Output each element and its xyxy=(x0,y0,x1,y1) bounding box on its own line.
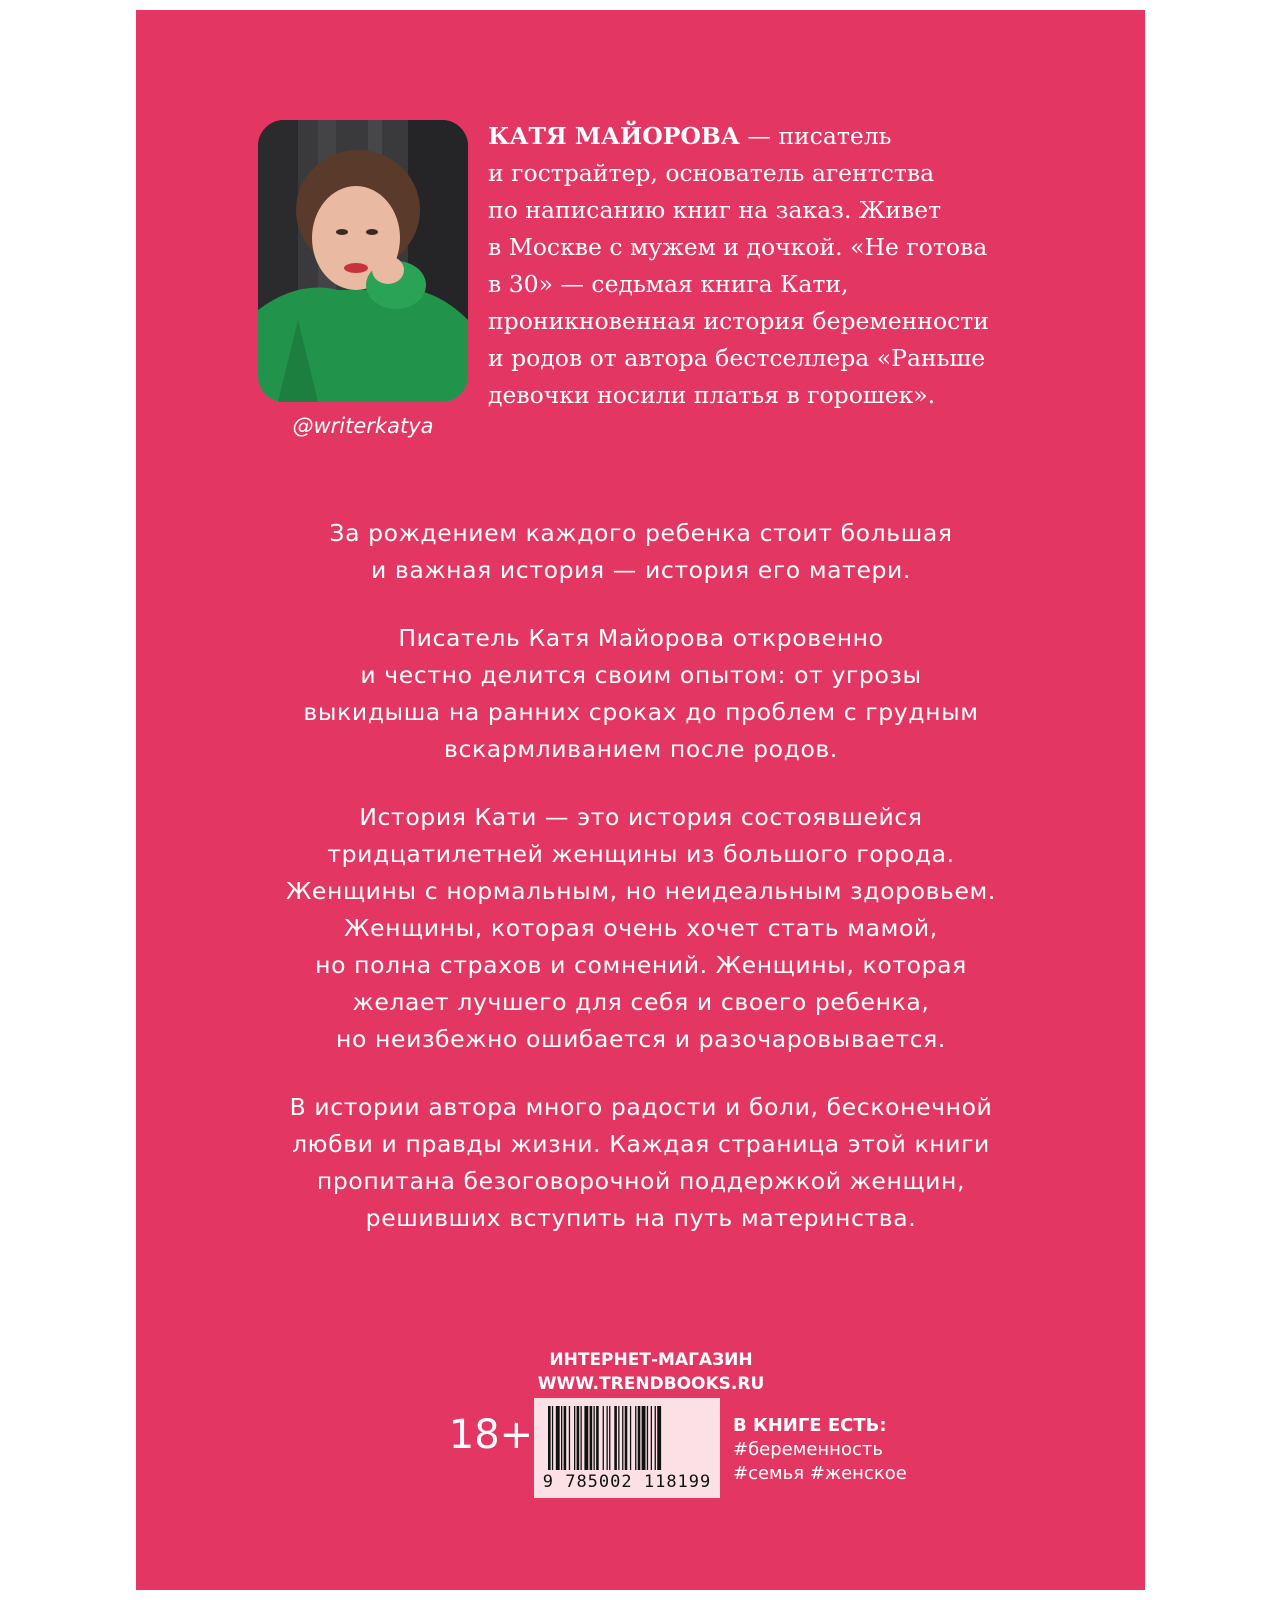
description-line: и важная история — история его матери. xyxy=(370,556,911,584)
barcode-bar xyxy=(561,1406,562,1470)
barcode-bar xyxy=(596,1406,599,1470)
description-line: Женщины с нормальным, но неидеальным здоровьем. xyxy=(286,877,996,905)
bio-line: в Москве с мужем и дочкой. «Не готова xyxy=(488,233,988,261)
barcode-bar xyxy=(556,1406,560,1470)
barcode-bar xyxy=(647,1406,648,1470)
barcode-bar xyxy=(635,1406,636,1470)
description-line: История Кати — это история состоявшейся xyxy=(359,803,923,831)
description-line: решивших вступить на путь материнства. xyxy=(365,1204,917,1232)
shop-label: ИНТЕРНЕТ-МАГАЗИН xyxy=(549,1350,753,1370)
barcode-bar xyxy=(614,1406,617,1470)
barcode-bar xyxy=(638,1406,641,1470)
barcode-bar xyxy=(625,1406,628,1470)
barcode-bar xyxy=(609,1406,610,1470)
barcode-bar xyxy=(548,1406,551,1470)
shop-url: WWW.TRENDBOOKS.RU xyxy=(537,1374,765,1394)
barcode-bar xyxy=(581,1406,582,1470)
barcode-bar xyxy=(607,1406,608,1470)
description-line: вскармливанием после родов. xyxy=(444,735,838,763)
bio-line-1: КАТЯ МАЙОРОВА — писатель xyxy=(488,122,892,150)
barcode-bar xyxy=(564,1406,567,1470)
tags-line-1: #беременность xyxy=(733,1439,883,1460)
bio-line: девочки носили платья в горошек». xyxy=(488,381,936,409)
barcode-bar xyxy=(590,1406,593,1470)
barcode-bar xyxy=(552,1406,553,1470)
isbn-barcode xyxy=(534,1398,720,1498)
barcode-bar xyxy=(618,1406,619,1470)
barcode-bar xyxy=(657,1406,661,1470)
barcode-bar xyxy=(584,1406,588,1470)
barcode-bars xyxy=(546,1406,708,1470)
description-line: любви и правды жизни. Каждая страница этой книги xyxy=(292,1130,990,1158)
book-description xyxy=(216,515,1066,1268)
bio-line: проникновенная история беременности xyxy=(488,307,989,335)
description-line: тридцатилетней женщины из большого города. xyxy=(327,840,955,868)
description-line: желает лучшего для себя и своего ребенка, xyxy=(352,988,930,1016)
tags-line-2: #семья #женское xyxy=(733,1463,907,1484)
bio-line: в 30» — седьмая книга Кати, xyxy=(488,270,849,298)
tags-heading: В КНИГЕ ЕСТЬ: xyxy=(733,1415,887,1436)
description-paragraph-3 xyxy=(216,799,1066,1058)
back-cover xyxy=(136,10,1145,1590)
description-line: но полна страхов и сомнений. Женщины, которая xyxy=(315,951,967,979)
barcode-bar xyxy=(642,1406,646,1470)
barcode-bar xyxy=(655,1406,656,1470)
book-tags xyxy=(733,1414,973,1486)
barcode-bar xyxy=(577,1406,580,1470)
description-line: но неизбежно ошибается и разочаровывается. xyxy=(336,1025,946,1053)
description-line: Писатель Катя Майорова откровенно xyxy=(398,624,884,652)
barcode-bar xyxy=(651,1406,652,1470)
author-handle: @writerkatya xyxy=(292,414,434,438)
description-paragraph-4 xyxy=(216,1089,1066,1237)
barcode-bar xyxy=(630,1406,631,1470)
description-line: и честно делится своим опытом: от угрозы xyxy=(360,661,922,689)
bio-line: по написанию книг на заказ. Живет xyxy=(488,196,942,224)
barcode-bar xyxy=(574,1406,575,1470)
author-photo xyxy=(258,120,468,402)
bio-line: и гострайтер, основатель агентства xyxy=(488,159,935,187)
barcode-bar xyxy=(569,1406,570,1470)
description-line: Женщины, которая очень хочет стать мамой, xyxy=(344,914,938,942)
author-name: КАТЯ МАЙОРОВА xyxy=(488,122,740,150)
author-bio xyxy=(488,118,1048,414)
barcode-bar xyxy=(622,1406,623,1470)
description-paragraph-2 xyxy=(216,620,1066,768)
age-rating: 18+ xyxy=(448,1412,534,1458)
description-line: В истории автора много радости и боли, бесконечной xyxy=(289,1093,993,1121)
isbn-number: 9 785002 118199 xyxy=(542,1472,712,1492)
barcode-bar xyxy=(603,1406,604,1470)
online-shop-info xyxy=(441,1348,861,1396)
description-paragraph-1 xyxy=(216,515,1066,589)
description-line: выкидыша на ранних сроках до проблем с грудным xyxy=(303,698,979,726)
bio-line: и родов от автора бестселлера «Раньше xyxy=(488,344,986,372)
description-line: пропитана безоговорочной поддержкой женщин, xyxy=(316,1167,966,1195)
barcode-bar xyxy=(594,1406,595,1470)
description-line: За рождением каждого ребенка стоит большая xyxy=(329,519,953,547)
